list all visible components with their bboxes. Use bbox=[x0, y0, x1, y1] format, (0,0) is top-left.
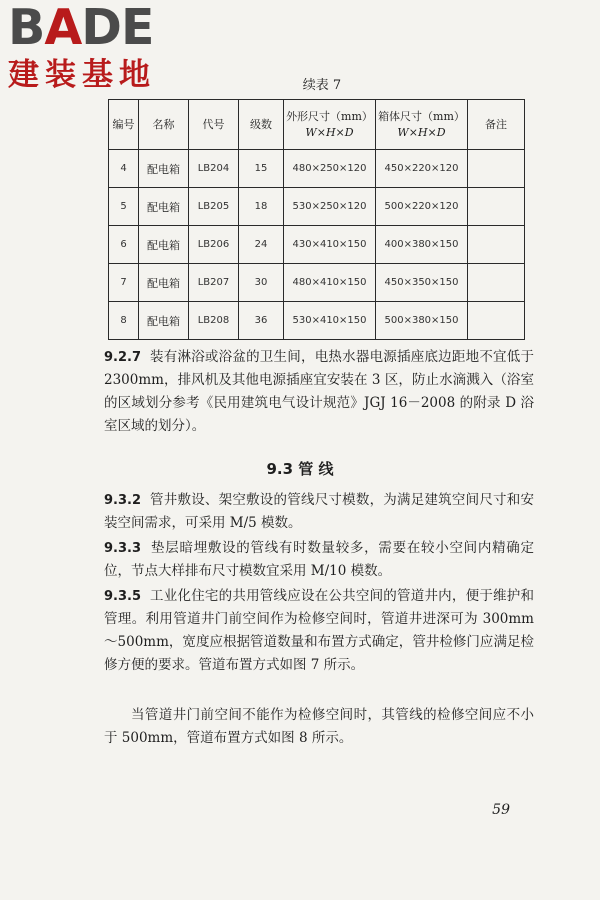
cell-level: 15 bbox=[239, 150, 284, 188]
logo-text-cn: 建装基地 bbox=[8, 57, 156, 93]
cell-outer-size: 480×250×120 bbox=[284, 150, 376, 188]
cell-outer-size: 430×410×150 bbox=[284, 226, 376, 264]
cell-code: LB204 bbox=[189, 150, 239, 188]
cell-level: 24 bbox=[239, 226, 284, 264]
cell-remark bbox=[468, 226, 525, 264]
cell-remark bbox=[468, 188, 525, 226]
header-box-size: 箱体尺寸（mm） W×H×D bbox=[376, 100, 468, 150]
cell-remark bbox=[468, 264, 525, 302]
logo-text-en: BADE bbox=[8, 0, 154, 56]
cell-remark bbox=[468, 302, 525, 340]
cell-code: LB208 bbox=[189, 302, 239, 340]
cell-index: 8 bbox=[109, 302, 139, 340]
table-caption: 续表 7 bbox=[302, 78, 342, 93]
section-number: 9.3.5 bbox=[104, 589, 142, 604]
section-9-3-2 bbox=[104, 489, 534, 535]
cell-remark bbox=[468, 150, 525, 188]
cell-name: 配电箱 bbox=[139, 264, 189, 302]
section-text: 管井敷设、架空敷设的管线尺寸模数，为满足建筑空间尺寸和安装空间需求，可采用 M/5 模数。 bbox=[104, 492, 534, 531]
section-9-2-7 bbox=[104, 346, 534, 438]
cell-outer-size: 480×410×150 bbox=[284, 264, 376, 302]
cell-level: 18 bbox=[239, 188, 284, 226]
table-row bbox=[109, 302, 525, 340]
table-row bbox=[109, 264, 525, 302]
cell-index: 6 bbox=[109, 226, 139, 264]
cell-name: 配电箱 bbox=[139, 150, 189, 188]
cell-index: 5 bbox=[109, 188, 139, 226]
cell-code: LB206 bbox=[189, 226, 239, 264]
page-number: 59 bbox=[492, 802, 510, 818]
cell-index: 4 bbox=[109, 150, 139, 188]
spec-table bbox=[108, 99, 525, 340]
section-text: 垫层暗埋敷设的管线有时数量较多，需要在较小空间内精确定位，节点大样排布尺寸模数宜采用 M/10 模数。 bbox=[104, 540, 535, 579]
paragraph-last: 当管道井门前空间不能作为检修空间时，其管线的检修空间应不小于 500mm，管道布置方式如图 8 所示。 bbox=[104, 707, 534, 746]
header-remark: 备注 bbox=[468, 100, 525, 150]
cell-box-size: 450×220×120 bbox=[376, 150, 468, 188]
cell-level: 36 bbox=[239, 302, 284, 340]
table-header-row bbox=[109, 100, 525, 150]
section-9-3-3 bbox=[104, 537, 534, 583]
header-index: 编号 bbox=[109, 100, 139, 150]
cell-name: 配电箱 bbox=[139, 226, 189, 264]
header-level: 级数 bbox=[239, 100, 284, 150]
table-row bbox=[109, 150, 525, 188]
table-row bbox=[109, 188, 525, 226]
cell-level: 30 bbox=[239, 264, 284, 302]
header-name: 名称 bbox=[139, 100, 189, 150]
header-outer-size: 外形尺寸（mm） W×H×D bbox=[284, 100, 376, 150]
cell-name: 配电箱 bbox=[139, 302, 189, 340]
header-code: 代号 bbox=[189, 100, 239, 150]
section-heading: 9.3 管 线 bbox=[266, 460, 334, 478]
table-row bbox=[109, 226, 525, 264]
cell-box-size: 500×220×120 bbox=[376, 188, 468, 226]
cell-code: LB207 bbox=[189, 264, 239, 302]
cell-outer-size: 530×410×150 bbox=[284, 302, 376, 340]
cell-box-size: 400×380×150 bbox=[376, 226, 468, 264]
section-text: 工业化住宅的共用管线应设在公共空间的管道井内，便于维护和管理。利用管道井门前空间作为检修空间时，管道井进深可为 300mm～500mm，宽度应根据管道数量和布置方式确定，管井检修门应满足检修方便的要求。管道布置方式如图 7 所示。 bbox=[104, 588, 534, 673]
cell-name: 配电箱 bbox=[139, 188, 189, 226]
cell-box-size: 500×380×150 bbox=[376, 302, 468, 340]
section-text: 装有淋浴或浴盆的卫生间，电热水器电源插座底边距地不宜低于 2300mm，排风机及其他电源插座宜安装在 3 区，防止水滴溅入（浴室的区域划分参考《民用建筑电气设计规范》JGJ 16－2008 的附录 D 浴室区域的划分）。 bbox=[104, 349, 534, 434]
cell-index: 7 bbox=[109, 264, 139, 302]
cell-outer-size: 530×250×120 bbox=[284, 188, 376, 226]
section-number: 9.3.3 bbox=[104, 541, 142, 556]
section-number: 9.2.7 bbox=[104, 350, 142, 365]
cell-box-size: 450×350×150 bbox=[376, 264, 468, 302]
section-9-3-5 bbox=[104, 585, 534, 677]
section-number: 9.3.2 bbox=[104, 493, 142, 508]
cell-code: LB205 bbox=[189, 188, 239, 226]
logo bbox=[6, 2, 181, 94]
